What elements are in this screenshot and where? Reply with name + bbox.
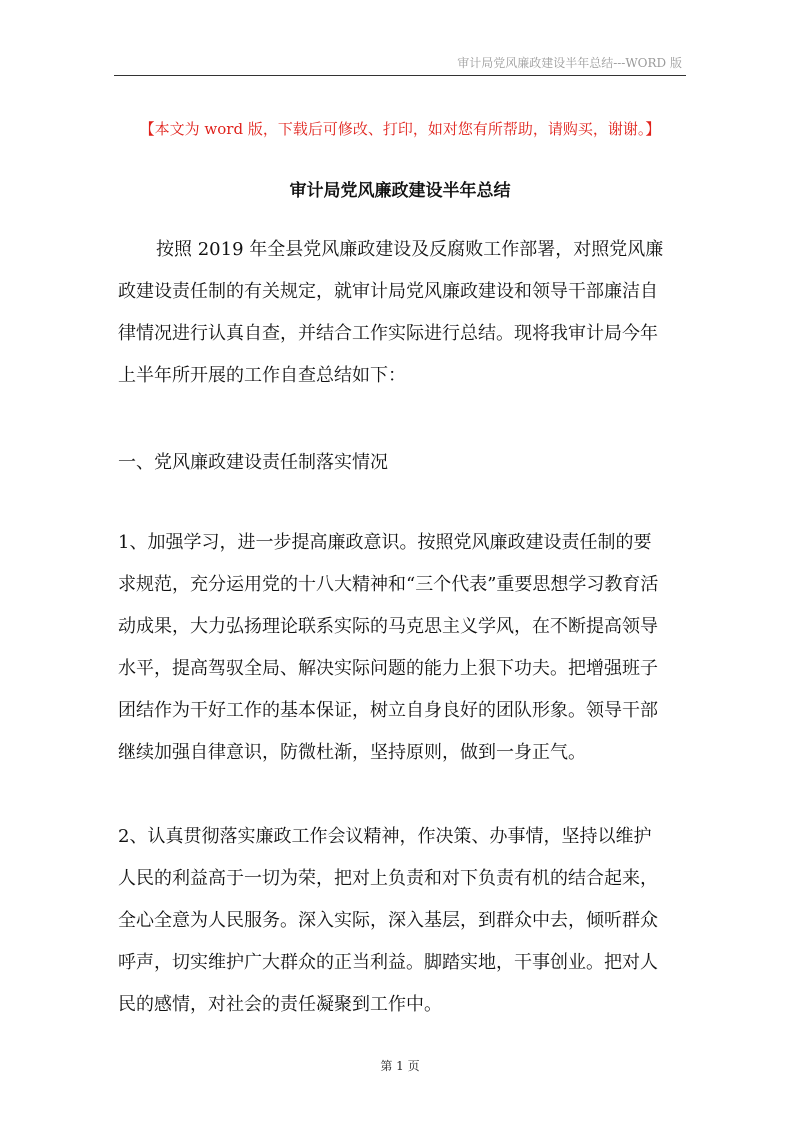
item-2-line: 民的感情，对社会的责任凝聚到工作中。 — [118, 994, 442, 1015]
header-divider — [114, 75, 686, 76]
item-1-paragraph — [118, 522, 684, 774]
intro-paragraph — [118, 229, 684, 397]
intro-line: 政建设责任制的有关规定，就审计局党风廉政建设和领导干部廉洁自 — [118, 281, 658, 302]
item-2-line: 呼声，切实维护广大群众的正当利益。脚踏实地，干事创业。把对人 — [118, 952, 658, 973]
item-1-line: 水平，提高驾驭全局、解决实际问题的能力上狠下功夫。把增强班子 — [118, 658, 658, 679]
intro-line: 按照 2019 年全县党风廉政建设及反腐败工作部署，对照党风廉 — [156, 239, 664, 260]
running-header: 审计局党风廉政建设半年总结---WORD 版 — [457, 56, 682, 70]
intro-line: 律情况进行认真自查，并结合工作实际进行总结。现将我审计局今年 — [118, 323, 658, 344]
item-1-line: 1、加强学习，进一步提高廉政意识。按照党风廉政建设责任制的要 — [118, 532, 652, 553]
document-title: 审计局党风廉政建设半年总结 — [289, 181, 511, 201]
item-2-paragraph — [118, 816, 684, 1026]
section-heading-text: 一、党风廉政建设责任制落实情况 — [118, 452, 388, 473]
item-2-line: 人民的利益高于一切为荣，把对上负责和对下负责有机的结合起来， — [118, 868, 658, 889]
download-notice: 【本文为 word 版，下载后可修改、打印，如对您有所帮助，请购买，谢谢。】 — [139, 120, 661, 138]
item-1-line: 求规范，充分运用党的十八大精神和“三个代表”重要思想学习教育活 — [118, 574, 659, 595]
page-number: 第 1 页 — [380, 1059, 420, 1073]
item-2-line: 全心全意为人民服务。深入实际，深入基层，到群众中去，倾听群众 — [118, 910, 658, 931]
item-1-line: 动成果，大力弘扬理论联系实际的马克思主义学风，在不断提高领导 — [118, 616, 658, 637]
item-1-line: 团结作为干好工作的基本保证，树立自身良好的团队形象。领导干部 — [118, 700, 658, 721]
item-1-line: 继续加强自律意识，防微杜渐，坚持原则，做到一身正气。 — [118, 742, 586, 763]
item-2-line: 2、认真贯彻落实廉政工作会议精神，作决策、办事情，坚持以维护 — [118, 826, 652, 847]
section-heading — [118, 442, 684, 484]
intro-line: 上半年所开展的工作自查总结如下： — [118, 365, 406, 386]
